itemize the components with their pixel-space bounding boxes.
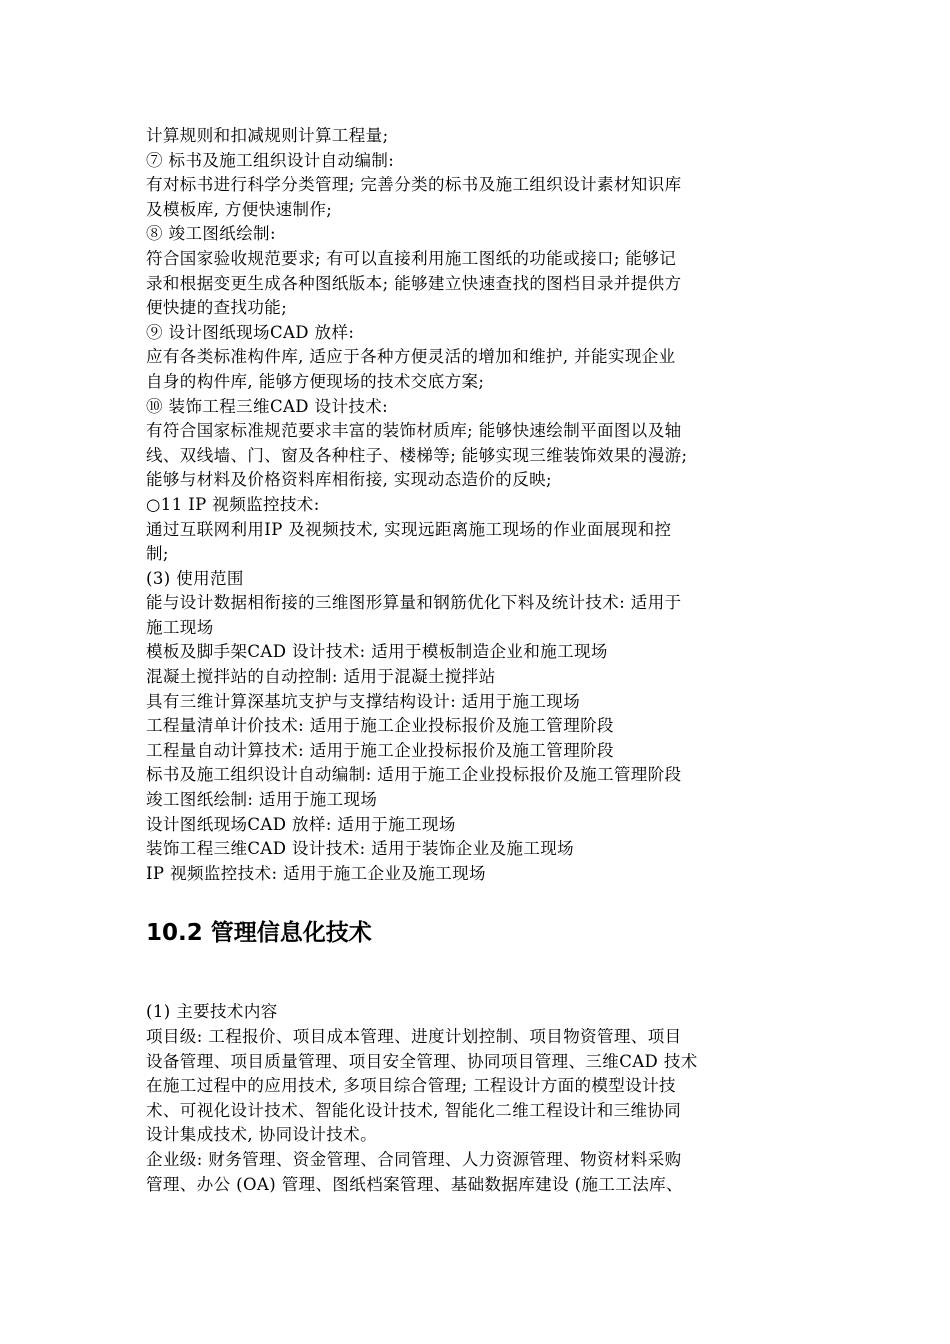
text-line: 有对标书进行科学分类管理; 完善分类的标书及施工组织设计素材知识库 (146, 175, 682, 195)
text-line: 装饰工程三维CAD 设计技术: 适用于装饰企业及施工现场 (146, 839, 575, 859)
text-line: 工程量清单计价技术: 适用于施工企业投标报价及施工管理阶段 (146, 716, 614, 736)
section-a (146, 124, 776, 886)
text-line: 设计集成技术, 协同设计技术。 (146, 1125, 377, 1145)
text-line: (1) 主要技术内容 (146, 1002, 278, 1022)
text-line: 具有三维计算深基坑支护与支撑结构设计: 适用于施工现场 (146, 691, 581, 711)
text-line: 标书及施工组织设计自动编制: 适用于施工企业投标报价及施工管理阶段 (146, 765, 682, 785)
text-line: 项目级: 工程报价、项目成本管理、进度计划控制、项目物资管理、项目 (146, 1027, 682, 1046)
text-line: 便快捷的查找功能; (146, 298, 288, 318)
text-line: 模板及脚手架CAD 设计技术: 适用于模板制造企业和施工现场 (146, 642, 608, 662)
document-page (146, 124, 776, 1197)
text-line: ○11 IP 视频监控技术: (146, 494, 320, 514)
section-b (146, 1000, 776, 1197)
text-line: ⑨ 设计图纸现场CAD 放样: (146, 322, 355, 342)
text-line: 自身的构件库, 能够方便现场的技术交底方案; (146, 371, 485, 391)
text-line: 有符合国家标准规范要求丰富的装饰材质库; 能够快速绘制平面图以及轴 (146, 421, 682, 441)
text-line: ⑩ 装饰工程三维CAD 设计技术: (146, 396, 389, 416)
text-line: ⑧ 竣工图纸绘制: (146, 224, 276, 244)
text-line: 符合国家验收规范要求; 有可以直接利用施工图纸的功能或接口; 能够记 (146, 248, 677, 268)
text-line: 通过互联网利用IP 及视频技术, 实现远距离施工现场的作业面展现和控 (146, 519, 672, 539)
text-line: 企业级: 财务管理、资金管理、合同管理、人力资源管理、物资材料采购 (146, 1149, 682, 1169)
text-line: IP 视频监控技术: 适用于施工企业及施工现场 (146, 863, 486, 883)
text-line: 能与设计数据相衔接的三维图形算量和钢筋优化下料及统计技术: 适用于 (146, 593, 682, 613)
text-line: 制; (146, 544, 169, 564)
text-line: 录和根据变更生成各种图纸版本; 能够建立快速查找的图档目录并提供方 (146, 273, 682, 293)
text-line: 及模板库, 方便快速制作; (146, 199, 333, 219)
text-line: 施工现场 (146, 617, 214, 637)
text-line: 设备管理、项目质量管理、项目安全管理、协同项目管理、三维CAD 技术 (146, 1051, 698, 1071)
text-line: 工程量自动计算技术: 适用于施工企业投标报价及施工管理阶段 (146, 740, 614, 760)
text-line: 能够与材料及价格资料库相衔接, 实现动态造价的反映; (146, 470, 552, 490)
text-line: ⑦ 标书及施工组织设计自动编制: (146, 150, 395, 170)
text-line: 管理、办公 (OA) 管理、图纸档案管理、基础数据库建设 (施工工法库、 (146, 1174, 683, 1194)
text-line: 计算规则和扣减规则计算工程量; (146, 126, 389, 145)
text-line: 在施工过程中的应用技术, 多项目综合管理; 工程设计方面的模型设计技 (146, 1076, 676, 1096)
text-line: 术、可视化设计技术、智能化设计技术, 智能化二维工程设计和三维协同 (146, 1100, 682, 1120)
text-line: 应有各类标准构件库, 适应于各种方便灵活的增加和维护, 并能实现企业 (146, 347, 676, 367)
text-line: 设计图纸现场CAD 放样: 适用于施工现场 (146, 814, 456, 834)
text-line: 线、双线墙、门、窗及各种柱子、楼梯等; 能够实现三维装饰效果的漫游; (146, 445, 688, 465)
section-heading: 10.2 管理信息化技术 (146, 920, 372, 947)
text-line: 混凝土搅拌站的自动控制: 适用于混凝土搅拌站 (146, 667, 496, 687)
text-line: (3) 使用范围 (146, 568, 244, 588)
text-line: 竣工图纸绘制: 适用于施工现场 (146, 790, 378, 810)
